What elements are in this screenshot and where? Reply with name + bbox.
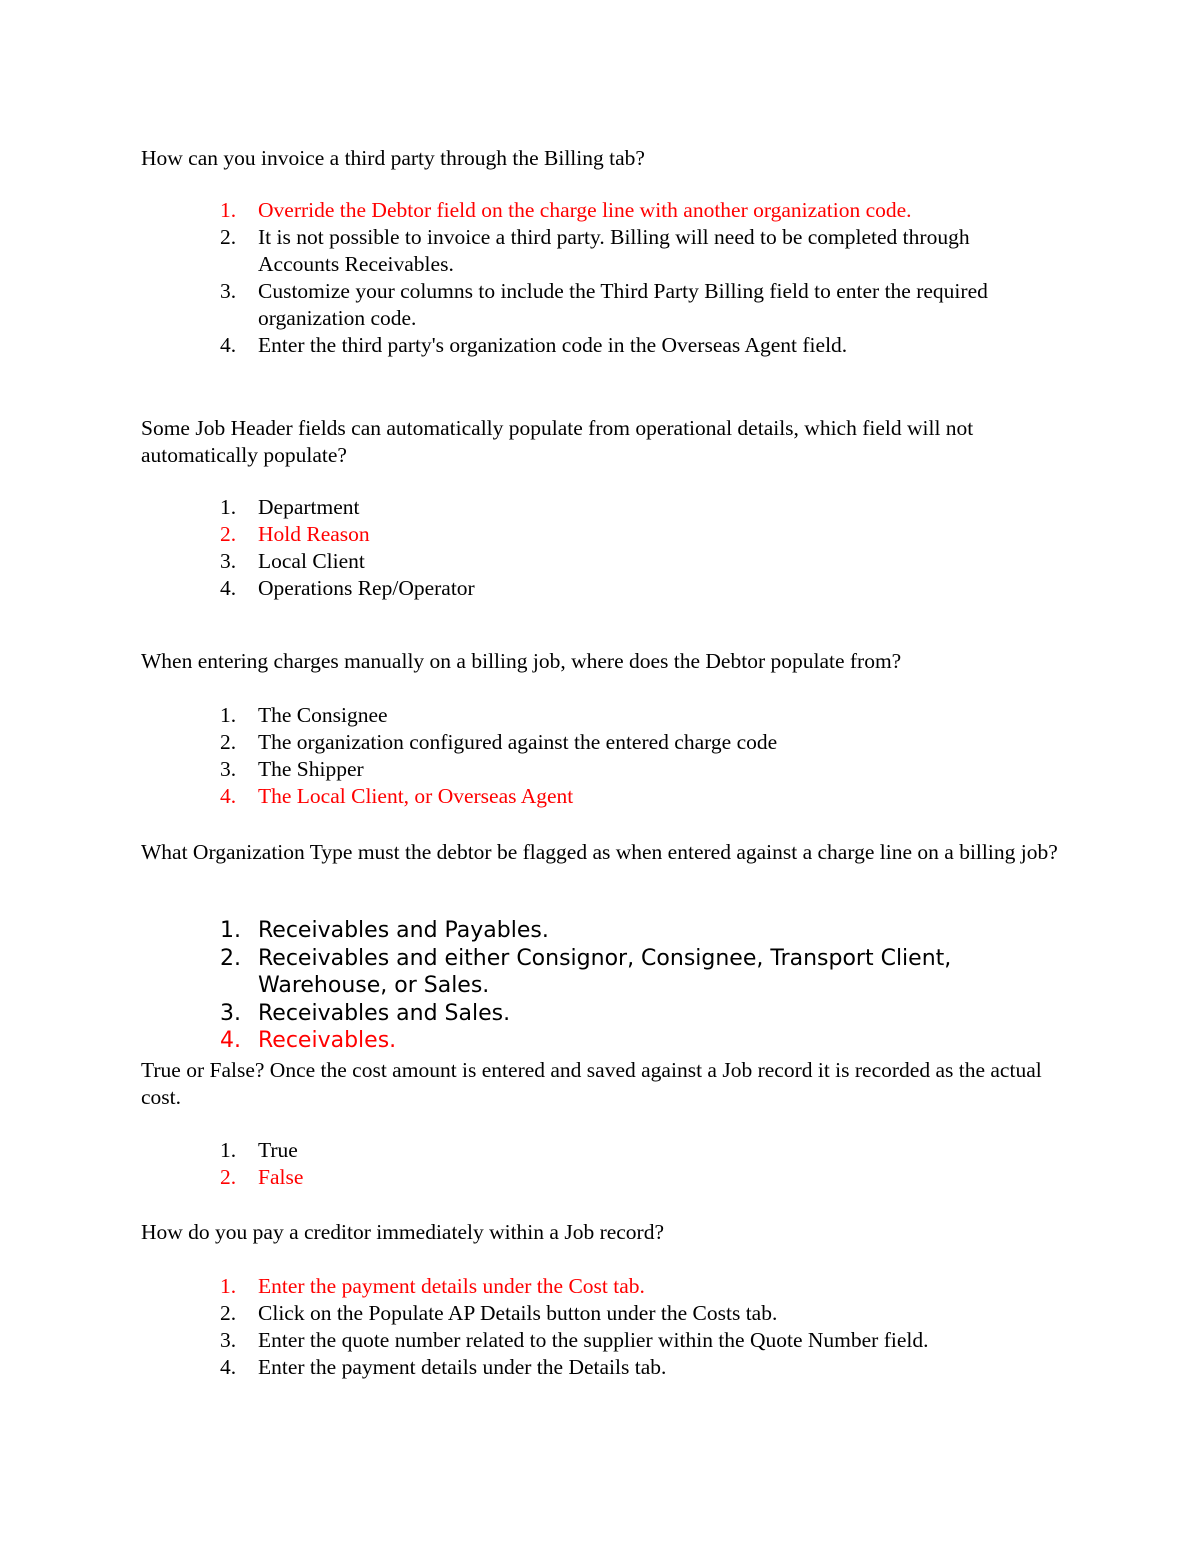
option-number: 4. (220, 333, 237, 357)
question-5-text: True or False? Once the cost amount is entered and saved against a Job record it is recorded as the actual cost. (141, 1058, 1042, 1109)
question-1-text: How can you invoice a third party through the Billing tab? (141, 146, 645, 170)
option-text: It is not possible to invoice a third party. Billing will need to be completed through Accounts Receivables. (258, 225, 970, 276)
question-6-text: How do you pay a creditor immediately within a Job record? (141, 1220, 665, 1244)
option-number: 2. (220, 225, 237, 249)
option-text: Local Client (258, 549, 365, 573)
option-item (220, 945, 1010, 1000)
option-number: 4. (220, 1028, 241, 1053)
option-text: Hold Reason (258, 522, 370, 546)
option-item (220, 1354, 1010, 1381)
option-number: 4. (220, 576, 237, 600)
option-text: Enter the third party's organization code in the Overseas Agent field. (258, 333, 848, 357)
option-number: 1. (220, 495, 237, 519)
option-text: The Shipper (258, 757, 364, 781)
question-4-text: What Organization Type must the debtor be flagged as when entered against a charge line on a billing job? (141, 840, 1058, 864)
option-text: The Local Client, or Overseas Agent (258, 784, 574, 808)
question-3-text: When entering charges manually on a billing job, where does the Debtor populate from? (141, 649, 902, 673)
option-number: 3. (220, 279, 237, 303)
option-number: 3. (220, 1000, 241, 1026)
option-text: Click on the Populate AP Details button under the Costs tab. (258, 1301, 778, 1325)
option-item (220, 783, 1010, 810)
option-number: 2. (220, 522, 237, 546)
option-text: False (258, 1165, 304, 1189)
option-text: Department (258, 495, 360, 519)
option-item (220, 1164, 1010, 1191)
option-number: 3. (220, 1328, 237, 1352)
option-number: 2. (220, 730, 237, 754)
option-text: Enter the payment details under the Cost tab. (258, 1274, 645, 1298)
option-text: The Consignee (258, 703, 388, 727)
option-item (220, 1000, 1010, 1028)
question-3-options (220, 702, 1010, 810)
option-item (220, 729, 1010, 756)
option-number: 1. (220, 1138, 237, 1162)
option-number: 1. (220, 1274, 237, 1298)
option-text: Receivables and Payables. (258, 918, 549, 943)
option-number: 4. (220, 1355, 237, 1379)
option-text: Customize your columns to include the Third Party Billing field to enter the required organization code. (258, 279, 988, 330)
question-5-options (220, 1137, 1010, 1191)
option-item (220, 1327, 1010, 1354)
option-number: 1. (220, 918, 241, 943)
option-text: Override the Debtor field on the charge line with another organization code. (258, 198, 912, 222)
option-item (220, 1137, 1010, 1164)
option-text: Enter the payment details under the Details tab. (258, 1355, 667, 1379)
option-number: 1. (220, 703, 237, 727)
option-item (220, 278, 1010, 332)
option-item (220, 521, 1010, 548)
option-number: 2. (220, 1301, 237, 1325)
question-6-options (220, 1273, 1010, 1381)
option-item (220, 197, 1010, 224)
option-item (220, 224, 1010, 278)
option-number: 2. (220, 1165, 237, 1189)
option-item (220, 332, 1010, 359)
option-number: 4. (220, 784, 237, 808)
option-text: Operations Rep/Operator (258, 576, 475, 600)
option-number: 3. (220, 549, 237, 573)
option-item (220, 1300, 1010, 1327)
option-item (220, 756, 1010, 783)
option-item (220, 548, 1010, 575)
question-2-text: Some Job Header fields can automatically populate from operational details, which field will not automatically populate? (141, 416, 974, 467)
option-text: The organization configured against the entered charge code (258, 730, 778, 754)
option-item (220, 575, 1010, 602)
option-item (220, 494, 1010, 521)
option-item (220, 917, 1010, 945)
option-item (220, 1027, 1010, 1055)
option-number: 2. (220, 945, 241, 971)
option-text: Receivables and Sales. (258, 1000, 511, 1026)
option-number: 1. (220, 198, 237, 222)
option-text: True (258, 1138, 298, 1162)
option-item (220, 702, 1010, 729)
question-4-options (220, 917, 1010, 1055)
option-text: Enter the quote number related to the supplier within the Quote Number field. (258, 1328, 929, 1352)
option-text: Receivables. (258, 1028, 397, 1053)
option-number: 3. (220, 757, 237, 781)
question-2-options (220, 494, 1010, 602)
question-1-options (220, 197, 1010, 359)
option-item (220, 1273, 1010, 1300)
option-text: Receivables and either Consignor, Consignee, Transport Client, Warehouse, or Sales. (258, 945, 952, 998)
